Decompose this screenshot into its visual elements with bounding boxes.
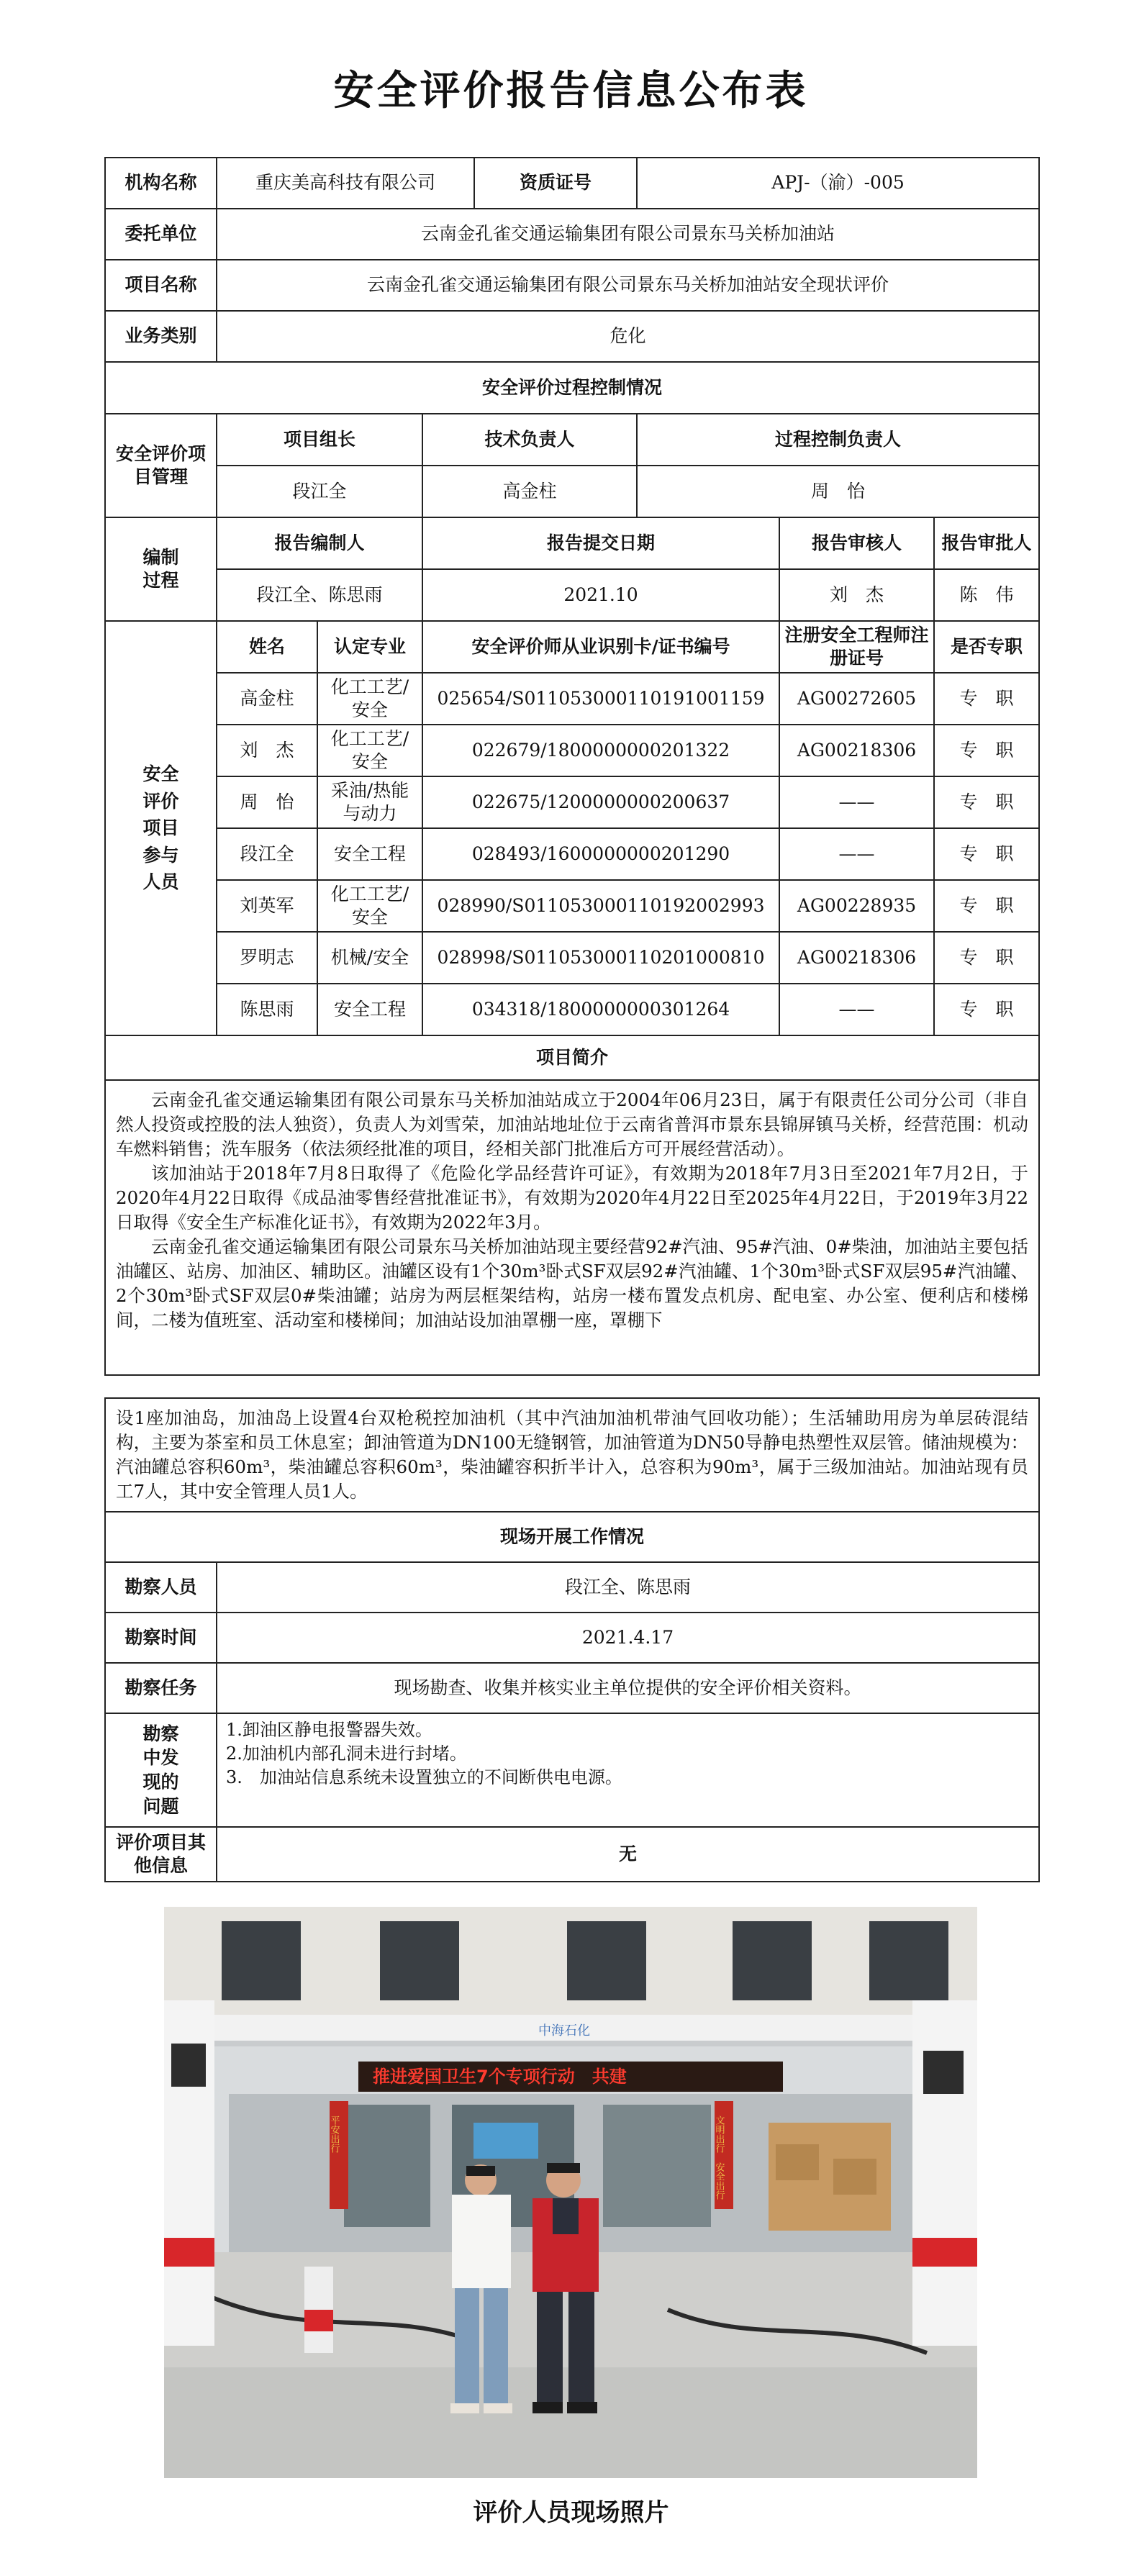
staff-fulltime: 专 职 <box>934 880 1039 932</box>
site-heading: 现场开展工作情况 <box>105 1512 1039 1562</box>
survey-value: 段江全、陈思雨 <box>217 1562 1039 1613</box>
table-row <box>105 725 1039 776</box>
type-label: 业务类别 <box>105 311 217 362</box>
project-value: 云南金孔雀交通运输集团有限公司景东马关桥加油站安全现状评价 <box>217 260 1039 311</box>
list-item: 1.卸油区静电报警器失效。 <box>226 1720 432 1740</box>
type-value: 危化 <box>217 311 1039 362</box>
table-row <box>105 880 1039 932</box>
table-row <box>105 828 1039 880</box>
staff-header-major: 认定专业 <box>317 621 422 673</box>
staff-name: 周 怡 <box>217 776 317 828</box>
survey-label: 勘察人员 <box>105 1562 217 1613</box>
staff-major: 采油/热能与动力 <box>317 776 422 828</box>
staff-reg: AG00272605 <box>779 673 934 725</box>
org-label: 机构名称 <box>105 158 217 209</box>
mgmt-label: 安全评价项目管理 <box>105 414 217 517</box>
staff-reg: —— <box>779 776 934 828</box>
date-value: 2021.10 <box>422 569 779 621</box>
task-value: 现场勘查、收集并核实业主单位提供的安全评价相关资料。 <box>217 1663 1039 1713</box>
info-table-page2 <box>104 1397 1040 1882</box>
table-row <box>105 673 1039 725</box>
staff-name: 段江全 <box>217 828 317 880</box>
task-label: 勘察任务 <box>105 1663 217 1713</box>
table-row <box>105 932 1039 984</box>
staff-major: 化工工艺/安全 <box>317 673 422 725</box>
staff-cert: 028998/S011053000110201000810 <box>422 932 779 984</box>
staff-reg: AG00228935 <box>779 880 934 932</box>
staff-name: 刘 杰 <box>217 725 317 776</box>
brand-text: 中海石化 <box>538 2023 590 2038</box>
intro-body-page2 <box>105 1398 1039 1512</box>
compiler-header: 报告编制人 <box>217 517 422 569</box>
ctrl-value: 周 怡 <box>637 466 1039 517</box>
intro-paragraph-2: 该加油站于2018年7月8日取得了《危险化学品经营许可证》，有效期为2018年7月3日至2021年7月2日，于2020年4月22日取得《成品油零售经营批准证书》，有效期为2020年4月22日至2025年4月22日，于2019年3月22日取得《安全生产标准化证书》，有效期为2022年3月。 <box>116 1163 1029 1233</box>
right-banner-text: 文明出行 安全出行 <box>713 2115 725 2200</box>
time-value: 2021.4.17 <box>217 1613 1039 1663</box>
cert-value: APJ-（渝）-005 <box>637 158 1039 209</box>
staff-header-name: 姓名 <box>217 621 317 673</box>
document-title: 安全评价报告信息公布表 <box>333 68 809 114</box>
staff-fulltime: 专 职 <box>934 725 1039 776</box>
staff-fulltime: 专 职 <box>934 932 1039 984</box>
other-label: 评价项目其他信息 <box>105 1827 217 1882</box>
staff-name: 刘英军 <box>217 880 317 932</box>
client-value: 云南金孔雀交通运输集团有限公司景东马关桥加油站 <box>217 209 1039 260</box>
staff-reg: AG00218306 <box>779 725 934 776</box>
intro-paragraph-1: 云南金孔雀交通运输集团有限公司景东马关桥加油站成立于2004年06月23日，属于有限责任公司分公司（非自然人投资或控股的法人独资），负责人为刘雪荣，加油站地址位于云南省普洱市景东县锦屏镇马关桥，经营范围：机动车燃料销售；洗车服务（依法须经批准的项目，经相关部门批准后方可开展经营活动）。 <box>116 1089 1029 1159</box>
staff-reg: —— <box>779 984 934 1035</box>
staff-fulltime: 专 职 <box>934 776 1039 828</box>
tech-header: 技术负责人 <box>422 414 637 466</box>
leader-value: 段江全 <box>217 466 422 517</box>
list-item: 3. 加油站信息系统未设置独立的不间断供电电源。 <box>226 1767 622 1787</box>
staff-reg: AG00218306 <box>779 932 934 984</box>
led-sign-text: 推进爱国卫生7个专项行动 共建 <box>373 2067 627 2087</box>
staff-cert: 028990/S011053000110192002993 <box>422 880 779 932</box>
staff-cert: 028493/1600000000201290 <box>422 828 779 880</box>
time-label: 勘察时间 <box>105 1613 217 1663</box>
staff-label: 安全评价项目参与人员 <box>105 621 217 1035</box>
staff-reg: —— <box>779 828 934 880</box>
list-item: 2.加油机内部孔洞未进行封堵。 <box>226 1743 467 1764</box>
project-label: 项目名称 <box>105 260 217 311</box>
compile-label: 编制过程 <box>105 517 217 621</box>
staff-name: 陈思雨 <box>217 984 317 1035</box>
reviewer-header: 报告审核人 <box>779 517 934 569</box>
site-photo <box>164 1907 977 2478</box>
other-value: 无 <box>217 1827 1039 1882</box>
tech-value: 高金柱 <box>422 466 637 517</box>
intro-paragraph-3: 云南金孔雀交通运输集团有限公司景东马关桥加油站现主要经营92#汽油、95#汽油、0#柴油，加油站主要包括油罐区、站房、加油区、辅助区。油罐区设有1个30m³卧式SF双层92#汽油罐、1个30m³卧式SF双层95#汽油罐、2个30m³卧式SF双层0#柴油罐；站房为两层框架结构，站房一楼布置发点机房、配电室、办公室、便利店和楼梯间，二楼为值班室、活动室和楼梯间；加油站设加油罩棚一座，罩棚下 <box>116 1236 1029 1330</box>
org-value: 重庆美高科技有限公司 <box>217 158 474 209</box>
approver-value: 陈 伟 <box>934 569 1039 621</box>
issues-list <box>217 1713 1039 1827</box>
date-header: 报告提交日期 <box>422 517 779 569</box>
staff-cert: 034318/1800000000301264 <box>422 984 779 1035</box>
table-row <box>105 776 1039 828</box>
staff-fulltime: 专 职 <box>934 673 1039 725</box>
staff-major: 化工工艺/安全 <box>317 725 422 776</box>
client-label: 委托单位 <box>105 209 217 260</box>
intro-body-page1 <box>105 1080 1039 1375</box>
table-row <box>105 984 1039 1035</box>
staff-major: 安全工程 <box>317 828 422 880</box>
staff-header-reg: 注册安全工程师注册证号 <box>779 621 934 673</box>
staff-cert: 022675/1200000000200637 <box>422 776 779 828</box>
staff-major: 机械/安全 <box>317 932 422 984</box>
intro-paragraph-4: 设1座加油岛，加油岛上设置4台双枪税控加油机（其中汽油加油机带油气回收功能）；生活辅助用房为单层砖混结构，主要为茶室和员工休息室；卸油管道为DN100无缝钢管，加油管道为DN50导静电热塑性双层管。储油规模为：汽油罐总容积60m³，柴油罐总容积60m³，柴油罐容积折半计入，总容积为90m³，属于三级加油站。加油站现有员工7人，其中安全管理人员1人。 <box>116 1407 1028 1502</box>
staff-header-cert: 安全评价师从业识别卡/证书编号 <box>422 621 779 673</box>
staff-name: 罗明志 <box>217 932 317 984</box>
staff-cert: 025654/S011053000110191001159 <box>422 673 779 725</box>
reviewer-value: 刘 杰 <box>779 569 934 621</box>
photo-caption: 评价人员现场照片 <box>473 2498 669 2527</box>
staff-major: 化工工艺/安全 <box>317 880 422 932</box>
staff-fulltime: 专 职 <box>934 984 1039 1035</box>
approver-header: 报告审批人 <box>934 517 1039 569</box>
staff-cert: 022679/1800000000201322 <box>422 725 779 776</box>
leader-header: 项目组长 <box>217 414 422 466</box>
intro-heading: 项目简介 <box>105 1035 1039 1080</box>
staff-header-fulltime: 是否专职 <box>934 621 1039 673</box>
cert-label: 资质证号 <box>474 158 637 209</box>
issues-label: 勘察中发现的问题 <box>105 1713 217 1827</box>
ctrl-header: 过程控制负责人 <box>637 414 1039 466</box>
compiler-value: 段江全、陈思雨 <box>217 569 422 621</box>
staff-major: 安全工程 <box>317 984 422 1035</box>
left-banner-text: 平安出行 <box>328 2115 340 2153</box>
staff-name: 高金柱 <box>217 673 317 725</box>
info-table-page1 <box>104 157 1040 1376</box>
staff-fulltime: 专 职 <box>934 828 1039 880</box>
process-heading: 安全评价过程控制情况 <box>105 362 1039 414</box>
